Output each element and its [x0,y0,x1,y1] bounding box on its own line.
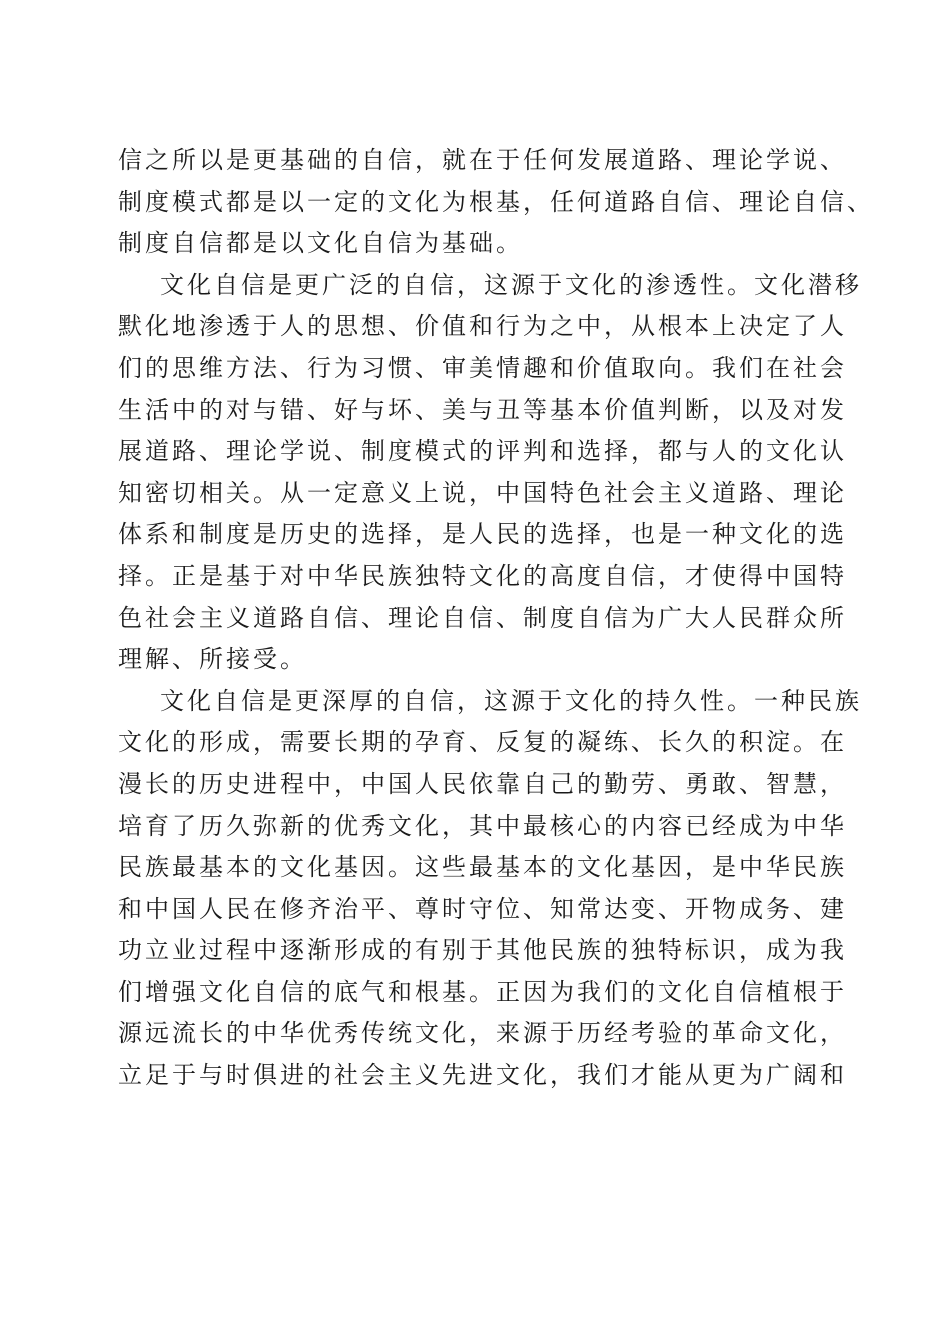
text-line: 理解、所接受。 [118,645,307,674]
paragraph-first-line: 文化自信是更深厚的自信，这源于文化的持久性。一种民族 [160,686,862,715]
text-line: 功立业过程中逐渐形成的有别于其他民族的独特标识，成为我 [118,936,847,965]
body-text [118,140,874,1097]
text-line: 立足于与时俱进的社会主义先进文化，我们才能从更为广阔和 [118,1061,847,1090]
text-line: 文化的形成，需要长期的孕育、反复的凝练、长久的积淀。在 [118,728,847,757]
text-line: 民族最基本的文化基因。这些最基本的文化基因，是中华民族 [118,853,847,882]
text-line: 知密切相关。从一定意义上说，中国特色社会主义道路、理论 [118,478,847,507]
text-line: 培育了历久弥新的优秀文化，其中最核心的内容已经成为中华 [118,811,847,840]
text-line: 漫长的历史进程中，中国人民依靠自己的勤劳、勇敢、智慧， [118,769,847,798]
text-line: 展道路、理论学说、制度模式的评判和选择，都与人的文化认 [118,437,847,466]
text-line: 色社会主义道路自信、理论自信、制度自信为广大人民群众所 [118,603,847,632]
text-line: 默化地渗透于人的思想、价值和行为之中，从根本上决定了人 [118,312,847,341]
text-line: 源远流长的中华优秀传统文化，来源于历经考验的革命文化， [118,1019,847,1048]
text-line: 生活中的对与错、好与坏、美与丑等基本价值判断，以及对发 [118,395,847,424]
text-line: 和中国人民在修齐治平、尊时守位、知常达变、开物成务、建 [118,894,847,923]
text-line: 制度自信都是以文化自信为基础。 [118,229,523,258]
text-line: 择。正是基于对中华民族独特文化的高度自信，才使得中国特 [118,561,847,590]
text-line: 体系和制度是历史的选择，是人民的选择，也是一种文化的选 [118,520,847,549]
text-line: 们增强文化自信的底气和根基。正因为我们的文化自信植根于 [118,977,847,1006]
text-line: 们的思维方法、行为习惯、审美情趣和价值取向。我们在社会 [118,353,847,382]
text-line: 制度模式都是以一定的文化为根基，任何道路自信、理论自信、 [118,187,874,216]
text-line: 信之所以是更基础的自信，就在于任何发展道路、理论学说、 [118,146,847,174]
paragraph-first-line: 文化自信是更广泛的自信，这源于文化的渗透性。文化潜移 [160,270,862,299]
